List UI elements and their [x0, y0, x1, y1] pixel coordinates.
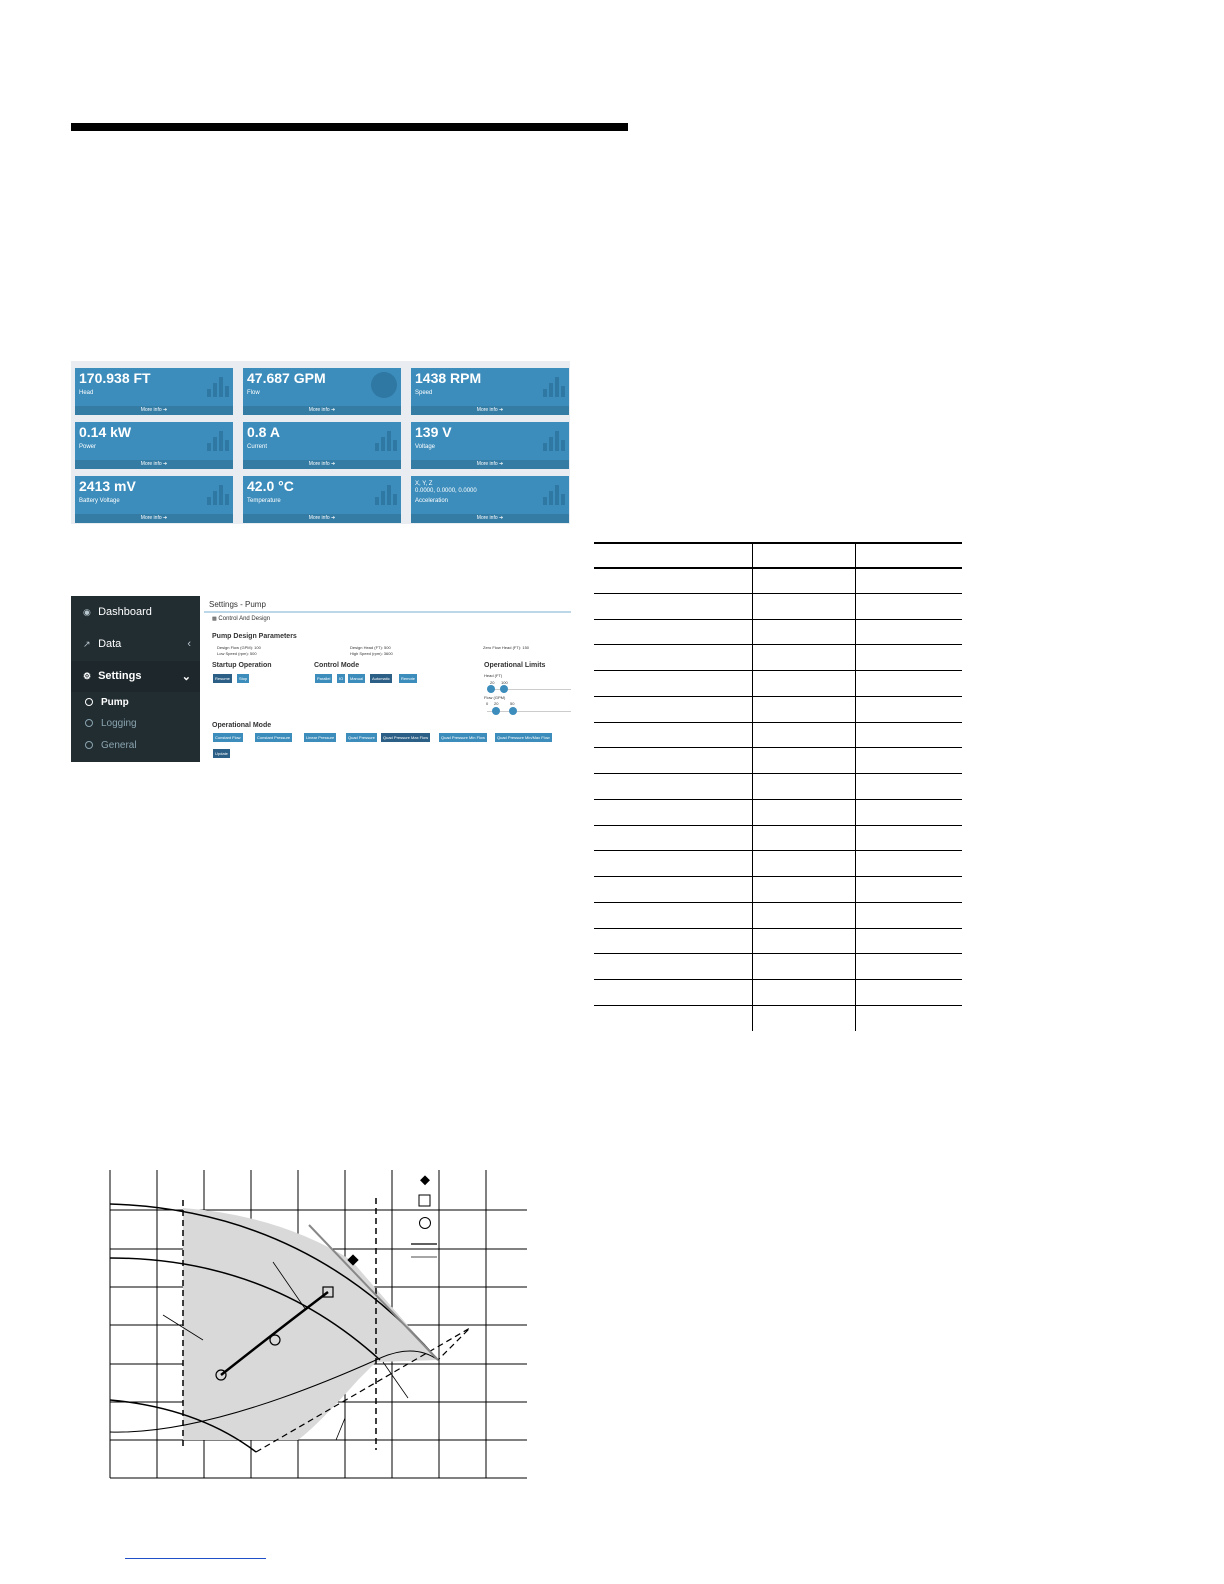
- bar-chart-icon: [543, 429, 565, 451]
- stat-label: Speed: [415, 390, 433, 396]
- io-button[interactable]: IO: [339, 676, 344, 681]
- more-info-link[interactable]: [75, 514, 233, 523]
- head-tick-low: 20: [490, 680, 495, 685]
- stat-value: 170.938 FT: [79, 370, 151, 386]
- table-row-rule: [594, 644, 962, 645]
- tab-control-and-design[interactable]: ▩ Control And Design: [212, 616, 271, 622]
- more-info-link[interactable]: [243, 514, 401, 523]
- more-info-label: More info: [476, 515, 498, 521]
- arrow-circle-icon: ➜: [497, 407, 504, 413]
- chart-icon: ▩: [212, 616, 217, 622]
- more-info-link[interactable]: [75, 406, 233, 415]
- table-row-rule: [594, 799, 962, 800]
- stat-label: Power: [79, 444, 97, 450]
- sidebar-item-data[interactable]: [83, 638, 191, 650]
- head-limit-label: Head (FT): [484, 673, 503, 678]
- design-head: Design Head (FT): 500: [350, 645, 391, 650]
- table-row-rule: [594, 876, 962, 877]
- sidebar-item-label: Data: [98, 638, 122, 650]
- control-mode-title: Control Mode: [314, 662, 360, 669]
- stat-value: 1438 RPM: [415, 370, 482, 386]
- table-row-rule: [594, 593, 962, 594]
- more-info-label: More info: [476, 407, 498, 413]
- remote-button[interactable]: Remote: [401, 676, 416, 681]
- table-row-rule: [594, 979, 962, 980]
- table-row-rule: [594, 619, 962, 620]
- table-column-rule: [752, 542, 753, 1031]
- design-flow: Design Flow (GPM): 100: [217, 645, 261, 650]
- bar-chart-icon: [375, 483, 397, 505]
- more-info-link[interactable]: [411, 514, 569, 523]
- flow-limit-label: Flow (GPM): [484, 695, 506, 700]
- bar-chart-icon: [207, 483, 229, 505]
- data-table: [594, 542, 962, 1031]
- stat-tile: [243, 476, 401, 523]
- leader-line-boundary: [336, 1418, 345, 1440]
- stat-tile: [75, 368, 233, 415]
- circle-icon: [85, 698, 93, 706]
- parallel-button[interactable]: Parallel: [317, 676, 331, 681]
- update-button[interactable]: Update: [215, 751, 228, 756]
- opmode-quad-max-flow[interactable]: Quad Pressure Max Flow: [383, 735, 429, 740]
- stat-tile: [411, 422, 569, 469]
- more-info-label: More info: [308, 407, 330, 413]
- more-info-label: More info: [140, 461, 162, 467]
- table-row-rule: [594, 850, 962, 851]
- head-slider-handle-low[interactable]: [487, 685, 495, 693]
- opmode-title: Operational Mode: [212, 722, 272, 729]
- stat-tile: [243, 422, 401, 469]
- design-params-title: Pump Design Parameters: [212, 633, 297, 640]
- automatic-button[interactable]: Automatic: [372, 676, 390, 681]
- header-divider: [204, 611, 571, 613]
- arrow-circle-icon: ➜: [161, 461, 168, 467]
- stat-label: Battery Voltage: [79, 498, 120, 504]
- stat-tile: [243, 368, 401, 415]
- flow-slider-handle-high[interactable]: [509, 707, 517, 715]
- operating-region: [183, 1208, 438, 1440]
- zero-flow-head: Zero Flow Head (FT): 150: [483, 645, 530, 650]
- stop-button[interactable]: Stop: [239, 676, 248, 681]
- stat-tile: [75, 422, 233, 469]
- sidebar-item-dashboard[interactable]: [83, 606, 152, 618]
- circle-icon: [85, 719, 93, 727]
- table-row-rule: [594, 928, 962, 929]
- more-info-label: More info: [140, 515, 162, 521]
- stat-value: 0.8 A: [247, 424, 280, 440]
- opmode-quad-pressure[interactable]: Quad Pressure: [348, 735, 375, 740]
- legend-max-symbol: [420, 1175, 430, 1185]
- table-row-rule: [594, 902, 962, 903]
- more-info-link[interactable]: [243, 460, 401, 469]
- head-slider-handle-high[interactable]: [500, 685, 508, 693]
- stat-value: 42.0 °C: [247, 478, 294, 494]
- stat-label: Flow: [247, 390, 260, 396]
- arrow-circle-icon: ➜: [161, 515, 168, 521]
- more-info-link[interactable]: [411, 406, 569, 415]
- sidebar-subitem-pump[interactable]: Pump: [85, 697, 129, 708]
- arrow-circle-icon: ➜: [497, 461, 504, 467]
- table-top-rule: [594, 542, 962, 544]
- table-row-rule: [594, 696, 962, 697]
- arrow-circle-icon: ➜: [329, 461, 336, 467]
- arrow-circle-icon: ➜: [329, 407, 336, 413]
- bar-chart-icon: [207, 375, 229, 397]
- dashboard-tiles: [71, 361, 570, 524]
- leader-line-speed: [383, 1362, 408, 1398]
- table-row-rule: [594, 722, 962, 723]
- stat-tile: [75, 476, 233, 523]
- flow-tick-20: 20: [494, 701, 499, 706]
- opmode-quad-min-flow[interactable]: Quad Pressure Min Flow: [441, 735, 486, 740]
- section-rule: [71, 123, 628, 131]
- stat-value: X, Y, Z: [415, 481, 433, 487]
- sidebar-subitem-general[interactable]: General: [85, 740, 137, 751]
- pie-chart-icon: [371, 372, 397, 398]
- startup-title: Startup Operation: [212, 662, 272, 669]
- stat-value: 2413 mV: [79, 478, 136, 494]
- table-column-rule: [855, 542, 856, 1031]
- gear-icon: ⚙: [83, 671, 92, 681]
- opmode-quad-min-max-flow[interactable]: Quad Pressure Min/Max Flow: [497, 735, 550, 740]
- bar-chart-icon: [543, 483, 565, 505]
- flow-tick-50: 50: [510, 701, 515, 706]
- head-tick-high: 100: [501, 680, 508, 685]
- chevron-left-icon: ‹: [187, 638, 191, 650]
- breadcrumb: Settings - Pump: [209, 600, 266, 609]
- stat-value: 139 V: [415, 424, 452, 440]
- flow-slider-handle-low[interactable]: [492, 707, 500, 715]
- chevron-down-icon: ⌄: [181, 671, 191, 683]
- arrow-circle-icon: ➜: [161, 407, 168, 413]
- arrow-circle-icon: ➜: [497, 515, 504, 521]
- opmode-constant-flow[interactable]: Constant Flow: [215, 735, 241, 740]
- stat-label: Voltage: [415, 444, 436, 450]
- stat-label: Current: [247, 444, 268, 450]
- high-speed: High Speed (rpm): 3600: [350, 651, 393, 656]
- table-row-rule: [594, 953, 962, 954]
- legend-flow-symbol: [420, 1218, 431, 1229]
- legend-design-symbol: [419, 1195, 430, 1206]
- sidebar-item-label: Settings: [98, 670, 142, 682]
- stat-tile: [411, 476, 569, 523]
- sidebar-items: [71, 596, 200, 762]
- settings-content: [204, 596, 571, 762]
- opmode-linear-pressure[interactable]: Linear Pressure: [306, 735, 335, 740]
- stat-label: Acceleration: [415, 498, 449, 504]
- low-speed: Low Speed (rpm): 500: [217, 651, 257, 656]
- more-info-label: More info: [308, 461, 330, 467]
- link-underline[interactable]: [125, 1558, 266, 1559]
- sidebar-item-settings[interactable]: [83, 670, 191, 682]
- more-info-label: More info: [476, 461, 498, 467]
- bar-chart-icon: [543, 375, 565, 397]
- stat-value: 47.687 GPM: [247, 370, 326, 386]
- flow-tick-0: 0: [486, 701, 489, 706]
- table-row-rule: [594, 773, 962, 774]
- table-row-rule: [594, 825, 962, 826]
- dashboard-icon: ◉: [83, 607, 91, 617]
- stat-label: Temperature: [247, 498, 281, 504]
- stat-label: Head: [79, 390, 94, 396]
- stat-subvalue: 0.0000, 0.0000, 0.0000: [415, 488, 477, 494]
- more-info-label: More info: [308, 515, 330, 521]
- resume-button[interactable]: Resume: [215, 676, 230, 681]
- manual-button[interactable]: Manual: [350, 676, 364, 681]
- stat-tile: [411, 368, 569, 415]
- limits-title: Operational Limits: [484, 662, 546, 669]
- table-row-rule: [594, 747, 962, 748]
- table-row-rule: [594, 670, 962, 671]
- sidebar-subitem-logging[interactable]: Logging: [85, 718, 137, 729]
- circle-icon: [85, 741, 93, 749]
- more-info-link[interactable]: [75, 460, 233, 469]
- more-info-link[interactable]: [243, 406, 401, 415]
- more-info-label: More info: [140, 407, 162, 413]
- bar-chart-icon: [207, 429, 229, 451]
- pump-curve-diagram: [108, 1170, 528, 1480]
- table-header-rule: [594, 567, 962, 569]
- more-info-link[interactable]: [411, 460, 569, 469]
- bar-chart-icon: [375, 429, 397, 451]
- table-row-rule: [594, 1005, 962, 1006]
- stat-value: 0.14 kW: [79, 424, 132, 440]
- external-link-icon: ↗: [83, 639, 91, 649]
- opmode-constant-pressure[interactable]: Constant Pressure: [257, 735, 291, 740]
- sidebar-item-label: Dashboard: [98, 606, 152, 618]
- arrow-circle-icon: ➜: [329, 515, 336, 521]
